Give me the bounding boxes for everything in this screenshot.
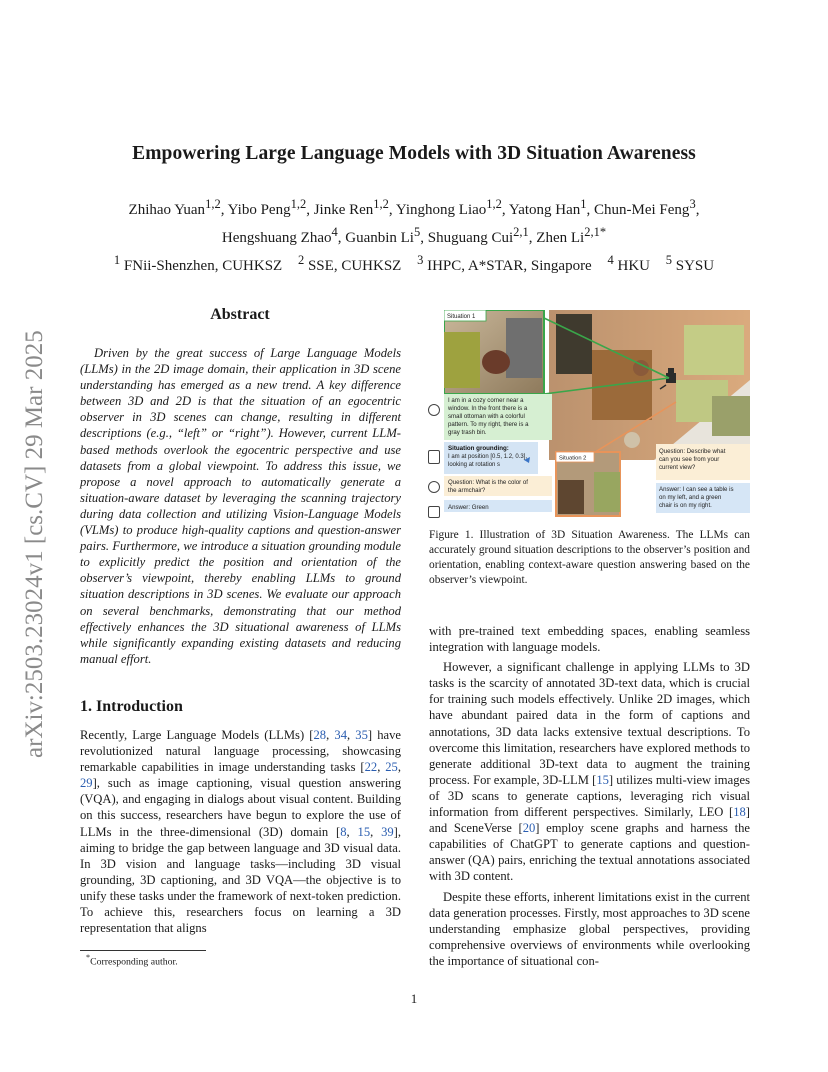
situation-description-line: small ottoman with a colorful bbox=[448, 413, 525, 420]
citation-link[interactable]: 25 bbox=[385, 760, 398, 775]
affiliation bbox=[417, 253, 592, 274]
author-line-2: Hengshuang Zhao$^4$, Guanbin Li$^5$, Shuguang Cui$^{2,1}$, Zhen $Li^{2,1*}$ bbox=[221, 224, 607, 246]
situation-grounding-line: I am at position [0.5, 1.2, 0.3], bbox=[448, 454, 528, 460]
section-heading-introduction: 1. Introduction bbox=[80, 698, 183, 715]
affiliation bbox=[113, 253, 283, 274]
situation-2-green-chair bbox=[594, 472, 620, 512]
user-face-icon bbox=[428, 404, 440, 416]
paragraph: However, a significant challenge in applying LLMs to 3D tasks is the scarcity of annotated 3D-text data, which is crucial for training such models effectively. Unlike 2D images, which have abundant paired data in the form of captions and annotations, 3D data lacks extensive textual descriptions. To overcome this limitation, researchers have explored methods to generate additional 3D-text data to augment the training process. For example, 3D-LLM [15] utilizes multi-view images of 3D scans to generate captions, leveraging rich visual information from different perspectives. Similarly, LEO [18] and SceneVerse [20] employ scene graphs and harness the capabilities of ChatGPT to generate captions and question-answer (QA) pairs, enriching the textual annotations associated with 3D content. bbox=[429, 660, 750, 884]
citation-link[interactable]: 15 bbox=[596, 772, 609, 787]
author-affil-sup: 1,2 bbox=[290, 197, 307, 211]
author-name: Zhihao Yuan bbox=[128, 202, 206, 218]
question-1-line: Question: What is the color of bbox=[448, 479, 528, 486]
affiliation bbox=[607, 253, 650, 274]
user-face-icon bbox=[428, 481, 440, 493]
author-affil-sup: 1,2 bbox=[486, 197, 502, 211]
author-name: Shuguang Cui bbox=[427, 229, 514, 246]
abstract-body: Driven by the great success of Large Language Models (LLMs) in the 2D image domain, their application in 3D scene understanding has emerged as a new trend. A key difference between 3D and 2D is that the situation of an egocentric observer in 3D scenes can change, resulting in different descriptions (e.g., “left” or “right”). However, current LLM-based methods overlook the egocentric perspective and use datasets from a global viewpoint. To address this issue, we propose a novel approach to automatically generate a situation-aware dataset by leveraging the scanning trajectory during data collection and utilizing Vision-Language Models (VLMs) to produce high-quality captions and question-answer pairs. Furthermore, we introduce a situation grounding module to explicitly predict the position and orientation of the observer’s viewpoint, thereby enabling LLMs to ground situation descriptions in 3D scenes. We evaluate our approach on several benchmarks, demonstrating that our method effectively enhances the 3D situational awareness of LLMs while significantly expanding existing datasets and reducing manual effort. bbox=[80, 346, 401, 666]
page-number: 1 bbox=[410, 991, 418, 1006]
affiliation-name: IHPC, A*STAR, Singapore bbox=[427, 258, 592, 274]
situation-1-label: Situation 1 bbox=[447, 314, 476, 320]
author-name: Jinke Ren bbox=[313, 202, 374, 218]
affiliation-name: HKU bbox=[617, 258, 650, 274]
author-name: Yinghong Liao bbox=[395, 202, 487, 218]
affiliation-sup: 1 bbox=[113, 253, 121, 267]
scene-ottoman bbox=[624, 432, 640, 448]
paragraph: with pre-trained text embedding spaces, enabling seamless integration with language models. bbox=[429, 624, 750, 655]
situation-1-green-chair bbox=[444, 332, 480, 388]
citation-link[interactable]: 15 bbox=[357, 824, 371, 839]
situation-1-ottoman bbox=[482, 350, 510, 374]
author-name: Chun-Mei Feng bbox=[594, 202, 690, 218]
footnote-mark: * bbox=[86, 953, 91, 962]
citation-link[interactable]: 34 bbox=[334, 728, 347, 742]
situation-description-line: pattern. To my right, there is a bbox=[448, 421, 529, 428]
arxiv-side-stamp bbox=[12, 288, 52, 758]
arxiv-stamp-text: arXiv:2503.23024v1 [cs.CV] 29 Mar 2025 bbox=[21, 330, 48, 758]
author-affil-sup: 1,2 bbox=[205, 197, 221, 211]
author-affil-sup: 4 bbox=[331, 224, 338, 239]
affiliation-sup: 5 bbox=[665, 253, 672, 267]
author-list bbox=[90, 194, 738, 249]
author-affil-sup: 3 bbox=[689, 197, 696, 211]
affiliation-name: SYSU bbox=[675, 258, 715, 274]
situation-1-gray-bin bbox=[506, 318, 542, 378]
robot-icon bbox=[428, 506, 440, 518]
figure-1-svg bbox=[444, 310, 750, 520]
abstract-heading: Abstract bbox=[210, 306, 270, 323]
question-2-line: can you see from your bbox=[659, 456, 720, 463]
citation-link[interactable]: 28 bbox=[313, 728, 327, 742]
citation-link[interactable]: 29 bbox=[80, 776, 93, 791]
affiliation bbox=[665, 253, 715, 274]
footnote-text: Corresponding author. bbox=[90, 956, 178, 968]
paper-title: Empowering Large Language Models with 3D Situation Awareness bbox=[132, 143, 696, 164]
introduction-paragraph: Recently, Large Language Models (LLMs) [28, 34, 35] have revolutionized natural language processing, showcasing remarkable capabilities in image understanding tasks [22, 25, 29], such as image captioning, visual question answering (VQA), and engaging in dialogs about visual content. Building on this success, researchers have begun to explore the use of LLMs in the three-dimensional (3D) domain [8, 15, 39], aiming to bridge the gap between language and 3D visual data. In 3D vision and language tasks—including 3D visual grounding, 3D captioning, and 3D VQA—the objective is to unify these tasks under the framework of next-token prediction. To achieve this, researchers focus on learning a 3D representation that aligns bbox=[80, 728, 402, 936]
affiliation-name: FNii-Shenzhen, CUHKSZ bbox=[123, 258, 283, 274]
footnote-divider bbox=[80, 950, 206, 951]
question-2-line: current view? bbox=[659, 464, 696, 471]
footnote bbox=[86, 953, 178, 967]
situation-description-line: gray trash bin. bbox=[448, 429, 487, 436]
citation-link[interactable]: 35 bbox=[355, 728, 368, 742]
citation-link[interactable]: 18 bbox=[733, 805, 746, 820]
author-affil-sup: 5 bbox=[413, 224, 421, 239]
citation-link[interactable]: 8 bbox=[340, 824, 347, 839]
author-name: Zhen Li bbox=[536, 229, 585, 246]
author-line-1: Zhihao Yuan$^{1,2}$, Yibo Peng$^{1,2}$, Jinke Ren$^{1,2}$, Yinghong Liao$^{1,2}$, Yatong Han$^1$, Chun-Mei Feng$^3$, bbox=[128, 197, 700, 218]
citation-link[interactable]: 39 bbox=[381, 824, 394, 839]
author-name: Yibo Peng bbox=[227, 202, 291, 218]
author-name: Hengshuang Zhao bbox=[221, 229, 332, 246]
scene-dark-cabinet bbox=[556, 314, 592, 374]
situation-description-line: I am in a cozy corner near a bbox=[448, 397, 524, 404]
scene-armchair-2 bbox=[712, 396, 750, 436]
author-name: Guanbin Li bbox=[345, 229, 414, 246]
affiliation-list bbox=[70, 253, 758, 275]
answer-2-line: Answer: I can see a table is bbox=[659, 486, 734, 493]
citation-link[interactable]: 22 bbox=[364, 760, 378, 775]
author-affil-sup: 2,1* bbox=[584, 224, 607, 239]
answer-2-line: on my left, and a green bbox=[659, 494, 722, 501]
situation-grounding-title: Situation grounding: bbox=[448, 445, 509, 452]
affiliation bbox=[297, 253, 402, 274]
answer-1-text: Answer: Green bbox=[448, 504, 489, 511]
figure-1-caption: Figure 1. Illustration of 3D Situation Awareness. The LLMs can accurately ground situation descriptions to the observer’s position and orientation, enabling context-aware question answering based on the observer’s viewpoint. bbox=[429, 529, 750, 586]
answer-2-line: chair is on my right. bbox=[659, 502, 712, 509]
citation-link[interactable]: 20 bbox=[522, 821, 536, 836]
author-affil-sup: 1,2 bbox=[373, 197, 389, 211]
figure-1-illustration bbox=[444, 310, 750, 520]
question-2-line: Question: Describe what bbox=[659, 448, 726, 455]
author-affil-sup: 2,1 bbox=[513, 224, 529, 239]
situation-2-table bbox=[558, 480, 584, 514]
author-affil-sup: 1 bbox=[580, 197, 587, 211]
situation-2-label: Situation 2 bbox=[559, 455, 587, 462]
affiliation-sup: 2 bbox=[297, 253, 305, 267]
affiliation-sup: 4 bbox=[607, 253, 614, 267]
question-1-line: the armchair? bbox=[448, 487, 486, 494]
paragraph: Despite these efforts, inherent limitations exist in the current data generation processes. Firstly, most approaches to 3D scene understanding emphasize global perspectives, providing comprehensive overviews of environments while overlooking the importance of situational con- bbox=[429, 889, 750, 968]
robot-icon bbox=[428, 450, 440, 464]
affiliation-sup: 3 bbox=[417, 253, 424, 267]
affiliation-name: SSE, CUHKSZ bbox=[307, 258, 402, 274]
scene-green-sofa bbox=[684, 325, 744, 375]
situation-description-line: window. In the front there is a bbox=[448, 405, 528, 412]
right-column-body bbox=[429, 623, 750, 969]
situation-grounding-line: looking at rotation s bbox=[448, 462, 501, 468]
author-name: Yatong Han bbox=[508, 202, 581, 218]
